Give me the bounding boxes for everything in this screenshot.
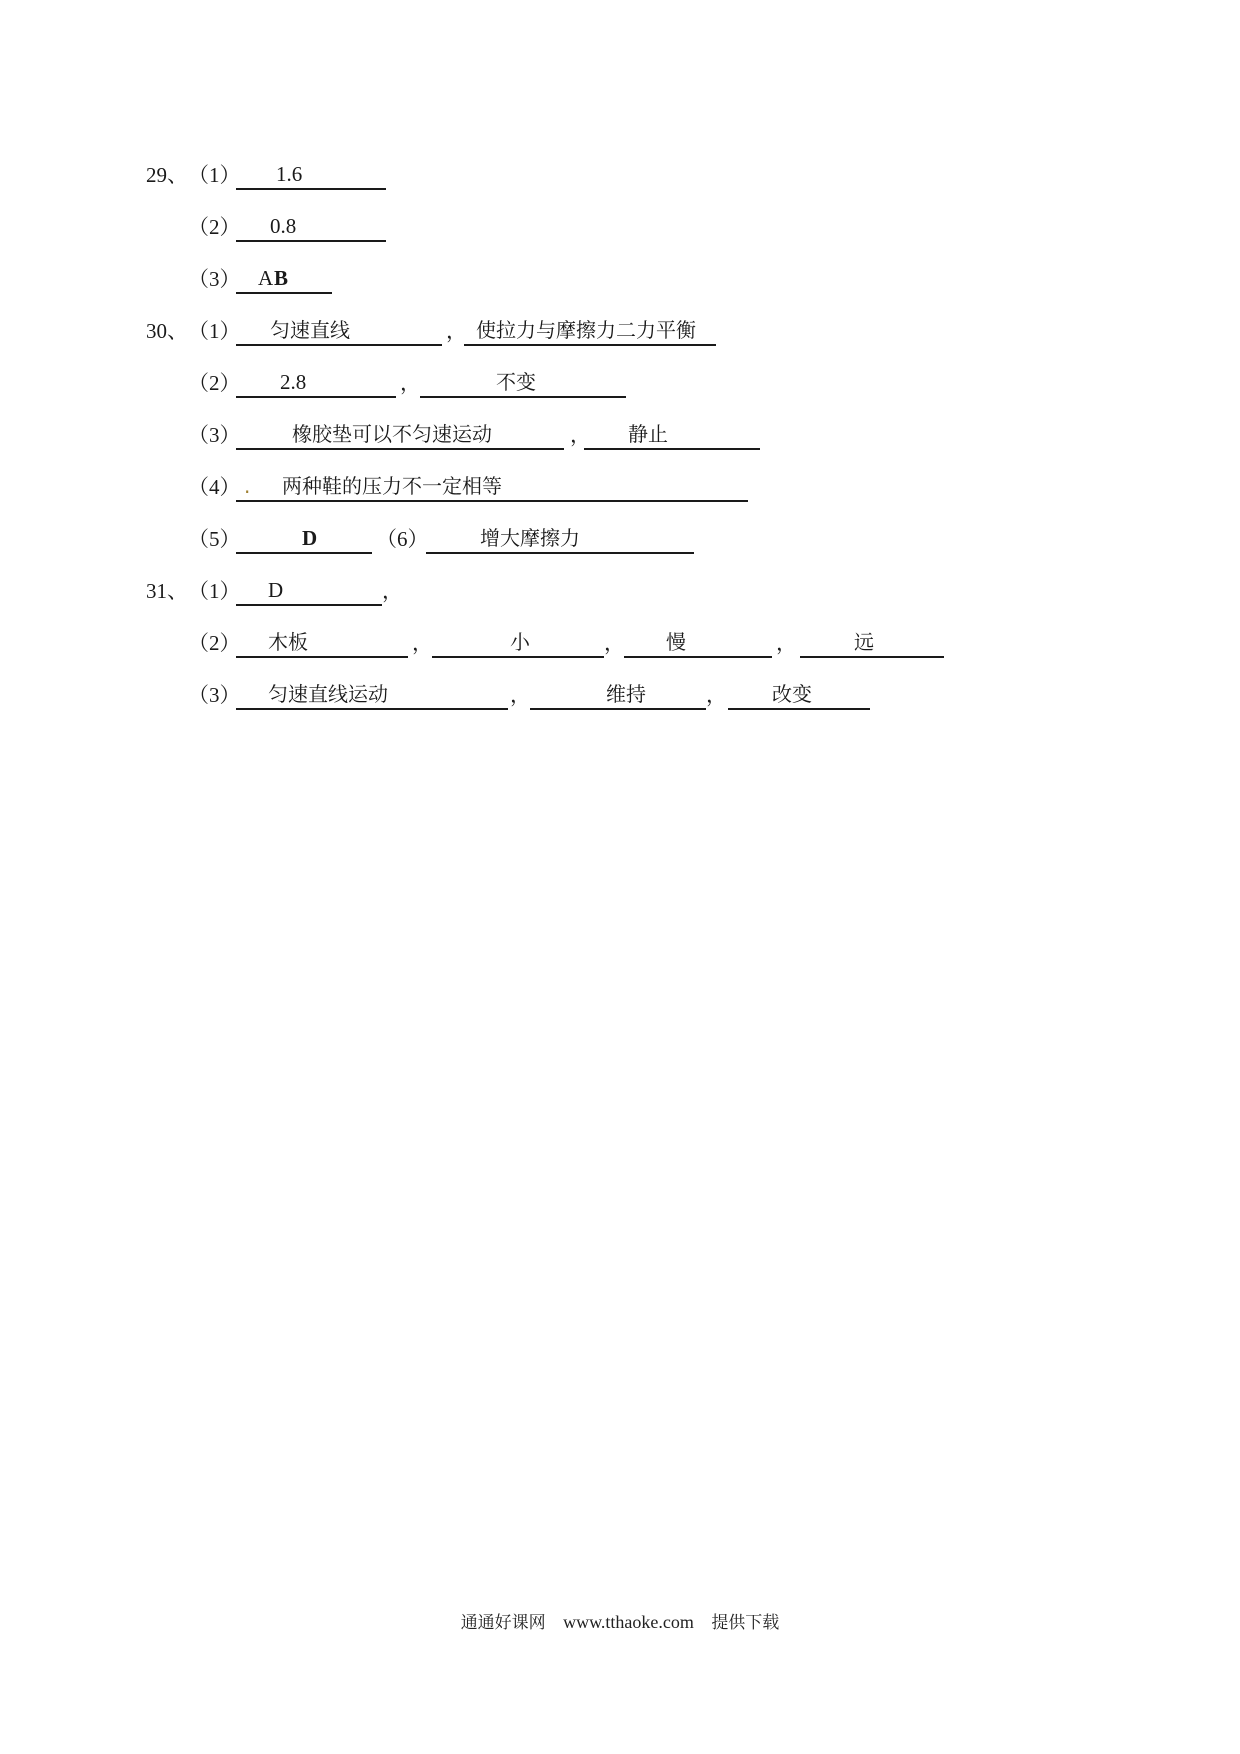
q30-part5-answer: D xyxy=(302,526,318,550)
q30-number: 30、 xyxy=(146,319,188,343)
q31-part2-sep2: ， xyxy=(604,631,625,655)
q29-number: 29、 xyxy=(146,163,188,187)
q31-part2-answer3: 慢 xyxy=(666,630,686,654)
page-footer xyxy=(0,1608,1240,1633)
q31-part2-answer2-blank xyxy=(432,628,604,658)
q29-part2-answer: 0.8 xyxy=(270,214,297,238)
q31-part3-answer2-blank xyxy=(530,680,706,710)
q31-part3-answer3-blank xyxy=(728,680,870,710)
q31-part2-sep1: ， xyxy=(412,631,433,655)
q29-part1-answer-blank xyxy=(236,160,386,190)
q31-part1-answer: D xyxy=(268,578,284,602)
q30-part4-label: （4） xyxy=(188,475,241,499)
q30-part5-answer-blank xyxy=(236,524,372,554)
q31-part3-answer1: 匀速直线运动 xyxy=(268,682,388,706)
q31-part2-answer3-blank xyxy=(624,628,772,658)
q31-part1-tail: ， xyxy=(382,579,403,603)
q29-part1-answer: 1.6 xyxy=(276,162,303,186)
q31-part2-answer4-blank xyxy=(800,628,944,658)
q30-part1-answer1: 匀速直线 xyxy=(270,318,350,342)
q30-part6-answer-blank xyxy=(426,524,694,554)
q30-part3-answer1: 橡胶垫可以不匀速运动 xyxy=(292,422,492,446)
q29-part2-answer-blank xyxy=(236,212,386,242)
q30-part5-label: （5） xyxy=(188,527,241,551)
q30-part4-extra-blank xyxy=(600,472,748,502)
q29-part2-label: （2） xyxy=(188,215,241,239)
q31-part2-answer4: 远 xyxy=(854,630,874,654)
q30-part2-separator: ， xyxy=(400,371,421,395)
q30-part4-answer1-blank xyxy=(236,472,606,502)
q31-part1-label: （1） xyxy=(188,579,241,603)
q30-part2-answer1: 2.8 xyxy=(280,370,307,394)
q29-part3-answer-a: A xyxy=(258,266,274,290)
q30-part2-answer2-blank xyxy=(420,368,626,398)
q31-part2-sep3: ， xyxy=(776,631,797,655)
q30-part1-answer2: 使拉力与摩擦力二力平衡 xyxy=(476,318,696,342)
q30-part1-answer2-blank xyxy=(464,316,716,346)
q31-part2-answer1: 木板 xyxy=(268,630,308,654)
q31-part3-sep1: ， xyxy=(510,683,531,707)
q31-part2-label: （2） xyxy=(188,631,241,655)
q30-part3-answer2: 静止 xyxy=(628,422,668,446)
q30-part3-label: （3） xyxy=(188,423,241,447)
q30-part2-answer2: 不变 xyxy=(496,370,536,394)
footer-url: www.tthaoke.com xyxy=(563,1612,694,1632)
q30-part3-separator: ， xyxy=(570,423,591,447)
q30-part4-mark: . xyxy=(244,474,251,498)
q30-part1-answer1-blank xyxy=(236,316,442,346)
q30-part6-answer: 增大摩擦力 xyxy=(480,526,580,550)
q30-part3-answer1-blank xyxy=(236,420,564,450)
q30-part1-separator: ， xyxy=(446,319,467,343)
q31-part3-answer3: 改变 xyxy=(772,682,812,706)
q29-part3-answer-b: B xyxy=(274,266,289,290)
q29-part1-label: （1） xyxy=(188,163,241,187)
q31-part3-sep2: ， xyxy=(706,683,727,707)
q31-part3-answer1-blank xyxy=(236,680,508,710)
q31-part1-answer-blank xyxy=(236,576,382,606)
q31-part3-answer2: 维持 xyxy=(606,682,646,706)
q31-part3-label: （3） xyxy=(188,683,241,707)
q30-part2-label: （2） xyxy=(188,371,241,395)
q29-part3-answer-blank xyxy=(236,264,332,294)
footer-site-name: 通通好课网 xyxy=(460,1613,546,1633)
footer-suffix: 提供下载 xyxy=(711,1613,780,1633)
q30-part6-label: （6） xyxy=(376,527,429,551)
q30-part1-label: （1） xyxy=(188,319,241,343)
q30-part4-answer1: 两种鞋的压力不一定相等 xyxy=(282,474,502,498)
q30-part2-answer1-blank xyxy=(236,368,396,398)
q31-part2-answer2: 小 xyxy=(510,630,530,654)
q29-part3-label: （3） xyxy=(188,267,241,291)
q31-number: 31、 xyxy=(146,579,188,603)
q30-part3-answer2-blank xyxy=(584,420,760,450)
q31-part2-answer1-blank xyxy=(236,628,408,658)
